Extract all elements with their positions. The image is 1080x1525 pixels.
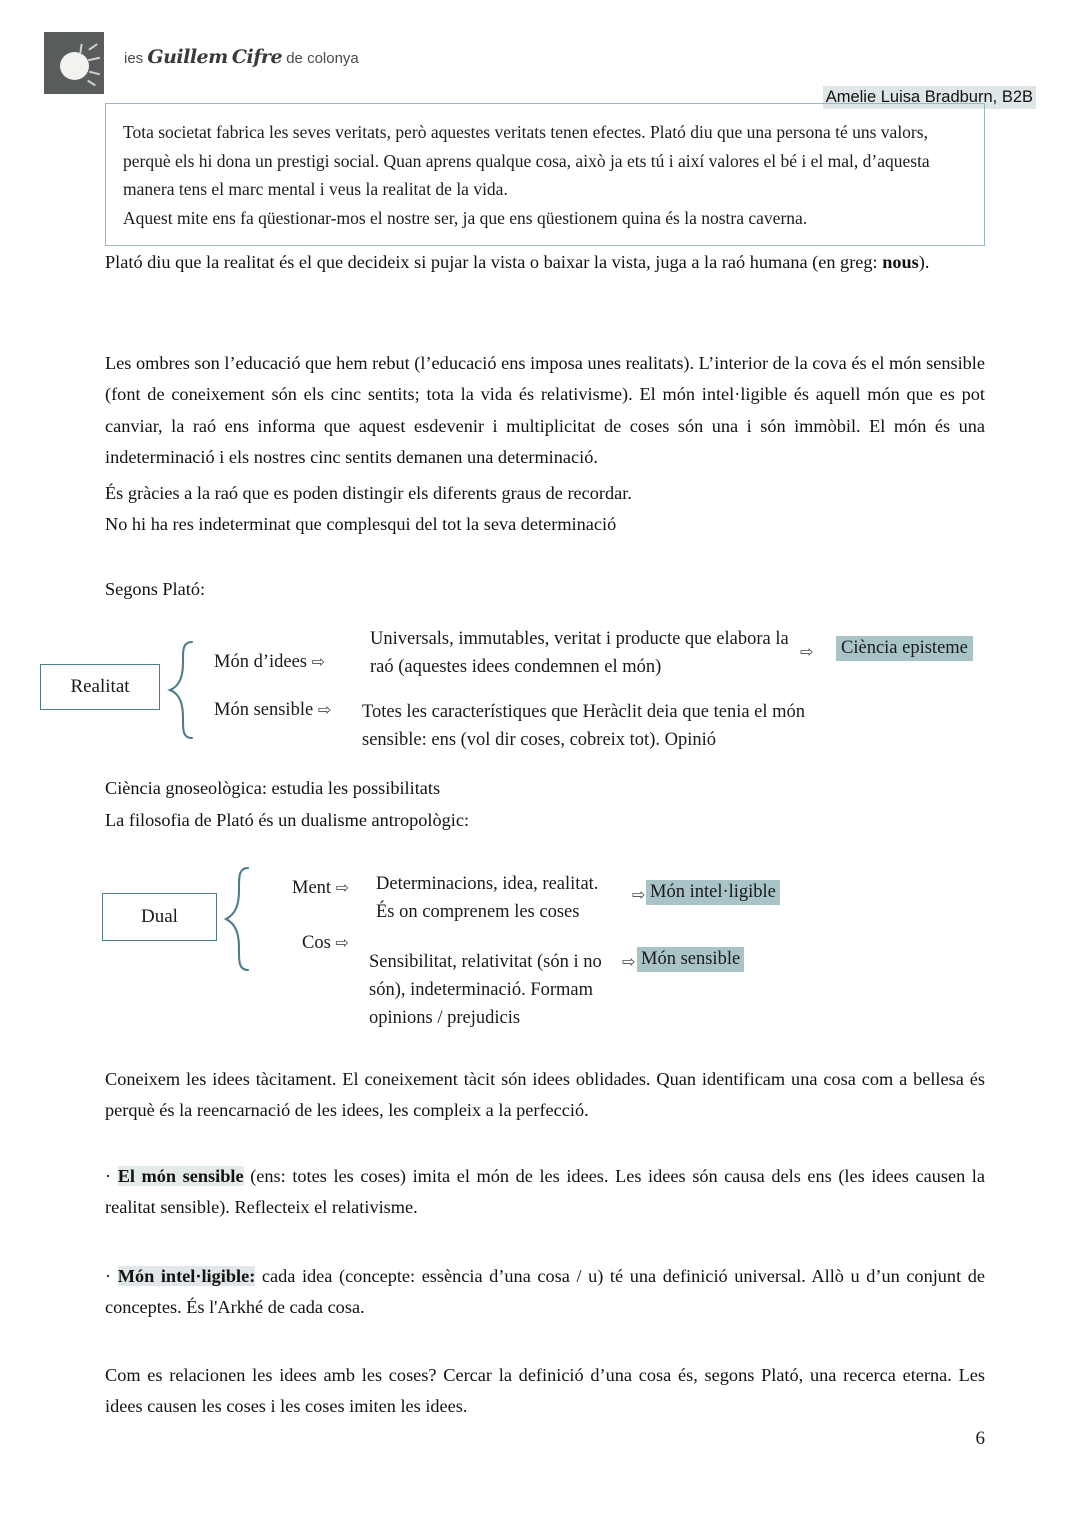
- branch2-label-text: Món sensible: [214, 700, 314, 720]
- sun-ray-icon: [89, 71, 100, 76]
- arrow-right-icon-intelligible: ⇨: [632, 887, 646, 904]
- diagram-realitat-branch1-label: [214, 652, 325, 673]
- bullet-mon-intelligible: [105, 1261, 985, 1324]
- sun-logo-icon: [44, 32, 104, 94]
- diagram-dual-result-intelligible: Món intel·ligible: [646, 880, 780, 905]
- diagram-dual-branch1-label: [292, 878, 349, 899]
- logo-script-cifre: Cifre: [231, 46, 283, 68]
- paragraph-indeterminat: No hi ha res indeterminat que complesqui del tot la seva determinació: [105, 514, 617, 534]
- arrow-right-icon: ⇨: [317, 702, 332, 719]
- sun-ray-icon: [79, 44, 82, 53]
- quote-paragraph-1: Tota societat fabrica les seves veritats, però aquestes veritats tenen efectes. Plató diu que una persona té uns valors, perquè els hi dona un prestigi social. Quan aprens qualque cosa, això ja ets tú i així valores el bé i el mal, d’aquesta manera tens el marc mental i veus la realitat de la vida.: [123, 122, 930, 200]
- diagram-dual-branch2-text-line1: Sensibilitat, relativitat (són i no: [369, 952, 602, 972]
- arrow-right-icon-sensible: ⇨: [622, 954, 636, 971]
- logo-script-guillem: Guillem: [147, 46, 228, 68]
- paragraph-segons-plato: Segons Plató:: [105, 579, 206, 599]
- diagram-dual-branch2-text-line3: opinions / prejudicis: [369, 1008, 521, 1028]
- arrow-right-icon: ⇨: [335, 880, 350, 897]
- bullet-marker: ·: [105, 1166, 112, 1186]
- sun-ray-icon: [87, 80, 96, 86]
- arrow-right-icon: ⇨: [311, 654, 326, 671]
- paragraph-ciencia-gnoseologica: Ciència gnoseològica: estudia les possibilitats: [105, 778, 441, 798]
- diagram-realitat-result-episteme: Ciència episteme: [836, 636, 973, 661]
- quote-box: [105, 103, 985, 246]
- diagram-realitat-brace-icon: [166, 640, 200, 740]
- p1-bold-nous: nous: [882, 252, 919, 272]
- diagram-dual-branch2-text-line2: són), indeterminació. Formam: [369, 980, 594, 1000]
- dual-branch2-label-text: Cos: [302, 933, 331, 953]
- sun-circle-icon: [60, 52, 89, 80]
- bullet-mon-sensible: [105, 1161, 985, 1224]
- arrow-right-icon-episteme: ⇨: [800, 644, 814, 661]
- paragraph-gracies-rao: És gràcies a la raó que es poden distingir els diferents graus de recordar.: [105, 483, 632, 503]
- page-number: 6: [975, 1428, 985, 1449]
- diagram-realitat-branch2-text: Totes les característiques que Heràclit deia que tenia el món sensible: ens (vol dir coses, cobreix tot). Opinió: [362, 702, 806, 751]
- paragraph-relacionen-idees: Com es relacionen les idees amb les coses? Cercar la definició d’una cosa és, segons Plató, una recerca eterna. Les idees causen les coses i les coses imiten les idees.: [105, 1365, 985, 1417]
- arrow-right-icon: ⇨: [335, 935, 349, 952]
- bullet-mon-sensible-rest: (ens: totes les coses) imita el món de les idees. Les idees són causa dels ens (les idees causen la realitat sensible). Reflecteix el relativisme.: [105, 1166, 985, 1218]
- paragraph-plato-realitat: [105, 247, 985, 278]
- diagram-dual-box: [102, 893, 217, 941]
- dual-branch1-label-text: Ment: [292, 878, 332, 898]
- branch1-label-text: Món d’idees: [214, 652, 307, 672]
- diagram-realitat-branch1-text: Universals, immutables, veritat i producte que elabora la raó (aquestes idees condemnen el món): [370, 629, 789, 678]
- paragraph-dualisme-antropologic: La filosofia de Plató és un dualisme antropològic:: [105, 810, 470, 830]
- student-name-label: Amelie Luisa Bradburn, B2B: [823, 86, 1036, 109]
- diagram-dual-box-label: Dual: [141, 906, 178, 927]
- logo-prefix: ies: [124, 50, 144, 67]
- diagram-dual-branch1-text-line1: Determinacions, idea, realitat.: [376, 874, 599, 894]
- diagram-dual-branch2-label: [302, 933, 349, 954]
- p1-text-pre: Plató diu que la realitat és el que decideix si pujar la vista o baixar la vista, juga a la raó humana (en greg:: [105, 252, 883, 272]
- quote-paragraph-2: Aquest mite ens fa qüestionar-mos el nostre ser, ja que ens qüestionem quina és la nostra caverna.: [123, 207, 808, 228]
- sun-ray-icon: [88, 57, 100, 61]
- diagram-dual-result-sensible: Món sensible: [637, 947, 744, 972]
- sun-ray-icon: [88, 43, 97, 50]
- diagram-realitat: [0, 612, 1080, 762]
- diagram-dual: [0, 860, 1080, 1040]
- diagram-dual-branch1-text-line2: És on comprenem les coses: [376, 902, 580, 922]
- institution-name: [124, 46, 359, 68]
- diagram-realitat-box: [40, 664, 160, 710]
- page-header: [44, 28, 1036, 106]
- bullet-marker: ·: [105, 1266, 112, 1286]
- paragraph-ombres-educacio: Les ombres son l’educació que hem rebut (l’educació ens imposa unes realitats). L’interior de la cova és el món sensible (font de coneixement són els cinc sentits; tota la vida és relativisme). El món intel·ligible és aquell món que es pot canviar, la raó ens informa que aquest esdevenir i multiplicitat de coses són una i són immòbil. El món és una indeterminació i els nostres cinc sentits demanen una determinació.: [105, 353, 985, 468]
- paragraph-idees-tacitament: Coneixem les idees tàcitament. El coneixement tàcit són idees oblidades. Quan identificam una cosa com a bellesa és perquè és la reencarnació de les idees, les compleix a la perfecció.: [105, 1069, 985, 1121]
- logo-suffix: de colonya: [286, 50, 359, 67]
- diagram-realitat-box-label: Realitat: [70, 676, 130, 697]
- diagram-realitat-branch2-label: [214, 700, 331, 721]
- bullet-mon-intelligible-term: Món intel·ligible:: [117, 1266, 256, 1286]
- diagram-dual-brace-icon: [222, 866, 256, 972]
- p1-text-post: ).: [918, 252, 930, 272]
- bullet-mon-intelligible-rest: cada idea (concepte: essència d’una cosa / u) té una definició universal. Allò u d’un conjunt de conceptes. És l'Arkhé de cada cosa.: [105, 1266, 985, 1318]
- bullet-mon-sensible-term: El món sensible: [117, 1166, 244, 1186]
